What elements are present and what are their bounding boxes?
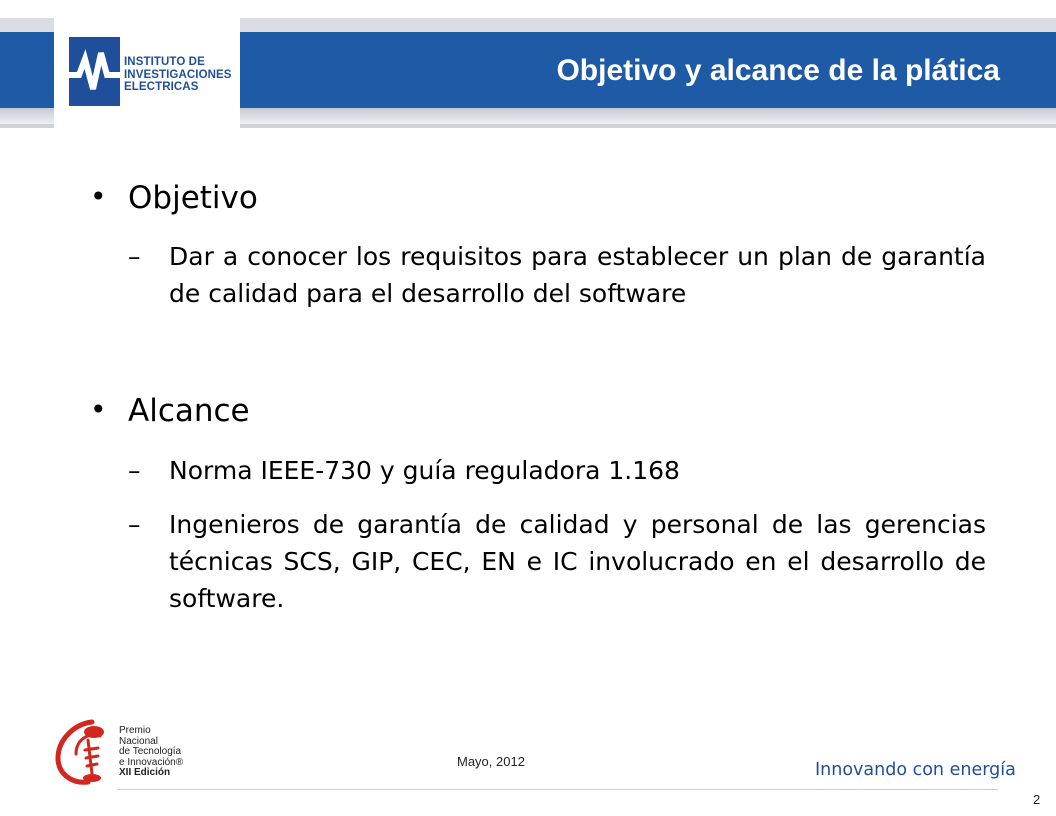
page-number: 2 <box>1033 792 1041 807</box>
award-text <box>119 726 183 779</box>
subitem-alcance-2 <box>128 506 986 617</box>
logo-line-2: INVESTIGACIONES <box>124 68 232 81</box>
logo-line-1: INSTITUTO DE <box>124 56 205 68</box>
slide-title: Objetivo y alcance de la plática <box>556 54 1000 87</box>
subitem-alcance-1 <box>128 452 986 489</box>
section-heading: Objetivo <box>128 180 258 216</box>
dash-icon: – <box>128 242 141 271</box>
award-line-2: Nacional <box>119 735 158 747</box>
dash-icon: – <box>128 510 141 539</box>
subitem-text: Ingenieros de garantía de calidad y personal de las gerencias técnicas SCS, GIP, CEC, EN e IC involucrado en el desarrollo de software. <box>169 510 986 613</box>
bullet-dot-icon: • <box>90 393 107 426</box>
award-line-3: de Tecnología <box>119 746 182 757</box>
dash-icon: – <box>128 456 141 485</box>
subitem-text: Dar a conocer los requisitos para establecer un plan de garantía de calidad para el desarrollo del software <box>169 242 986 308</box>
subitem-objetivo-1 <box>128 238 986 312</box>
footer-date: Mayo, 2012 <box>457 754 525 769</box>
bullet-dot-icon: • <box>90 180 107 213</box>
tagline: Innovando con energía <box>815 760 1016 780</box>
premio-nacional-emblem-icon <box>52 714 118 788</box>
award-line-4: e Innovación® <box>119 756 184 768</box>
award-line-1: Premio <box>119 725 151 736</box>
award-line-5: XII Edición <box>119 767 171 778</box>
logo-line-3: ELECTRICAS <box>124 81 199 93</box>
footer-divider <box>118 789 998 790</box>
section-heading: Alcance <box>128 393 250 429</box>
subitem-text: Norma IEEE-730 y guía reguladora 1.168 <box>169 456 680 485</box>
